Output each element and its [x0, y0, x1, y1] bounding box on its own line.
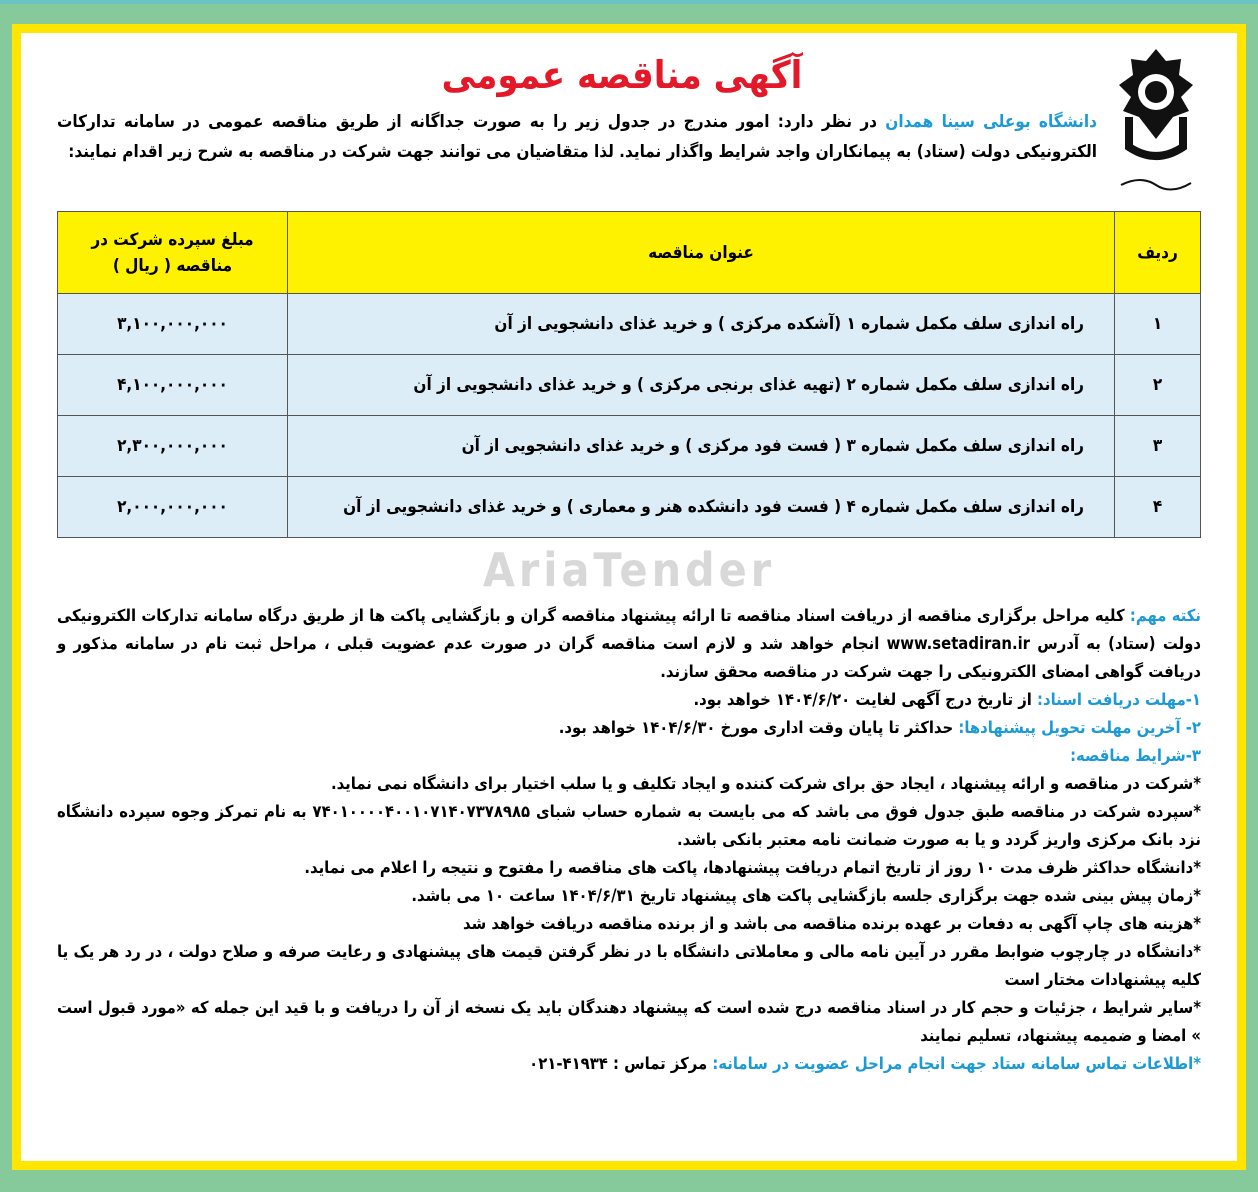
condition-item: *هزینه های چاپ آگهی به دفعات بر عهده برنده مناقصه می باشد و از برنده مناقصه دریافت خواهد شد: [463, 914, 1201, 933]
table-row: [58, 355, 1201, 416]
intro-text: در نظر دارد: امور مندرج در جدول زیر را به صورت جداگانه از طریق مناقصه عمومی در سامانه تدارکات الکترونیکی دولت (ستاد) به پیمانکاران واجد شرایط واگذار نماید. لذا متقاضیان می توانند جهت شرکت در مناقصه به شرح زیر اقدام نمایند:: [57, 112, 1097, 162]
top-bar: [0, 0, 1258, 4]
notes-section: [57, 602, 1201, 1078]
row-number: ۴: [1115, 477, 1201, 538]
header-deposit: مبلغ سپرده شرکت در مناقصه ( ریال ): [58, 212, 288, 294]
page-title: آگهی مناقصه عمومی: [441, 53, 803, 97]
tender-title: راه اندازی سلف مکمل شماره ۲ (تهیه غذای برنجی مرکزی ) و خرید غذای دانشجویی از آن: [288, 355, 1115, 416]
contact-info: [57, 1050, 1201, 1078]
important-note: [57, 602, 1201, 686]
header: [57, 47, 1201, 197]
table-row: [58, 294, 1201, 355]
deposit-amount: ۳,۱۰۰,۰۰۰,۰۰۰: [58, 294, 288, 355]
important-label: نکته مهم:: [1129, 606, 1201, 625]
deadline-submission: [57, 714, 1201, 742]
item1-label: ۱-مهلت دریافت اسناد:: [1037, 690, 1201, 709]
header-text: [57, 47, 1097, 167]
table-row: [58, 416, 1201, 477]
tender-table: [57, 211, 1201, 538]
ad-frame: [12, 24, 1246, 1170]
condition-item: *زمان پیش بینی شده جهت برگزاری جلسه بازگشایی پاکت های پیشنهاد تاریخ ۱۴۰۴/۶/۳۱ ساعت ۱۰ می باشد.: [411, 886, 1201, 905]
header-title: عنوان مناقصه: [288, 212, 1115, 294]
row-number: ۱: [1115, 294, 1201, 355]
org-name: دانشگاه بوعلی سینا همدان: [885, 112, 1097, 132]
item1-text: از تاریخ درج آگهی لغایت ۱۴۰۴/۶/۲۰ خواهد بود.: [693, 690, 1038, 709]
item2-label: ۲- آخرین مهلت تحویل پیشنهادها:: [958, 718, 1201, 737]
important-text: کلیه مراحل برگزاری مناقصه از دریافت اسناد مناقصه تا ارائه پیشنهاد مناقصه گران و بازگشایی پاکت ها از طریق درگاه سامانه تدارکات الکترونیکی دولت (ستاد) به آدرس www.setadiran.ir انجام خواهد شد و لازم است مناقصه گران در صورت عدم عضویت قبلی ، مراحل ثبت نام در سامانه مذکور و دریافت گواهی امضای الکترونیکی را جهت شرکت در مناقصه محقق سازند.: [57, 606, 1201, 681]
condition-item: *سپرده شرکت در مناقصه طبق جدول فوق می باشد که می بایست به شماره حساب شبای ۷۴۰۱۰۰۰۰۴۰۰۱۰۷۱۴۰۷۳۷۸۹۸۵ به نام تمرکز وجوه سپرده دانشگاه نزد بانک مرکزی واریز گردد و یا به صورت ضمانت نامه معتبر بانکی باشد.: [57, 802, 1201, 849]
tender-title: راه اندازی سلف مکمل شماره ۳ ( فست فود مرکزی ) و خرید غذای دانشجویی از آن: [288, 416, 1115, 477]
conditions-heading: ۳-شرایط مناقصه:: [1070, 746, 1201, 765]
watermark: AriaTender: [482, 543, 776, 597]
deposit-amount: ۲,۰۰۰,۰۰۰,۰۰۰: [58, 477, 288, 538]
deposit-amount: ۴,۱۰۰,۰۰۰,۰۰۰: [58, 355, 288, 416]
condition-item: *سایر شرایط ، جزئیات و حجم کار در اسناد مناقصه درج شده است که پیشنهاد دهندگان باید یک نسخه از آن را دریافت و با قید این جمله که «مورد قبول است » امضا و ضمیمه پیشنهاد، تسلیم نمایند: [57, 998, 1201, 1045]
table-row: [58, 477, 1201, 538]
contact-text: مرکز تماس : ۴۱۹۳۴-۰۲۱: [529, 1054, 713, 1073]
intro-paragraph: [57, 107, 1097, 167]
condition-item: *دانشگاه حداکثر ظرف مدت ۱۰ روز از تاریخ اتمام دریافت پیشنهادها، پاکت های مناقصه را مفتوح و نتیجه را اعلام می نماید.: [304, 858, 1201, 877]
header-row-number: ردیف: [1115, 212, 1201, 294]
tender-title: راه اندازی سلف مکمل شماره ۴ ( فست فود دانشکده هنر و معماری ) و خرید غذای دانشجویی از آن: [288, 477, 1115, 538]
contact-label: *اطلاعات تماس سامانه ستاد جهت انجام مراحل عضویت در سامانه:: [712, 1054, 1201, 1073]
deposit-amount: ۲,۳۰۰,۰۰۰,۰۰۰: [58, 416, 288, 477]
deadline-documents: [57, 686, 1201, 714]
item2-text: حداکثر تا پایان وقت اداری مورخ ۱۴۰۴/۶/۳۰ خواهد بود.: [558, 718, 959, 737]
condition-item: *دانشگاه در چارچوب ضوابط مقرر در آیین نامه مالی و معاملاتی دانشگاه با در نظر گرفتن قیمت های پیشنهادی و رعایت صرفه و صلاح دولت ، در رد هر یک یا کلیه پیشنهادات مختار است: [57, 942, 1201, 989]
row-number: ۳: [1115, 416, 1201, 477]
ad-body: [21, 33, 1237, 1161]
row-number: ۲: [1115, 355, 1201, 416]
condition-item: *شرکت در مناقصه و ارائه پیشنهاد ، ایجاد حق برای شرکت کننده و ایجاد تکلیف و یا سلب اختیار برای دانشگاه نمی نماید.: [330, 774, 1201, 793]
tender-title: راه اندازی سلف مکمل شماره ۱ (آشکده مرکزی ) و خرید غذای دانشجویی از آن: [288, 294, 1115, 355]
university-logo-icon: [1111, 47, 1201, 197]
